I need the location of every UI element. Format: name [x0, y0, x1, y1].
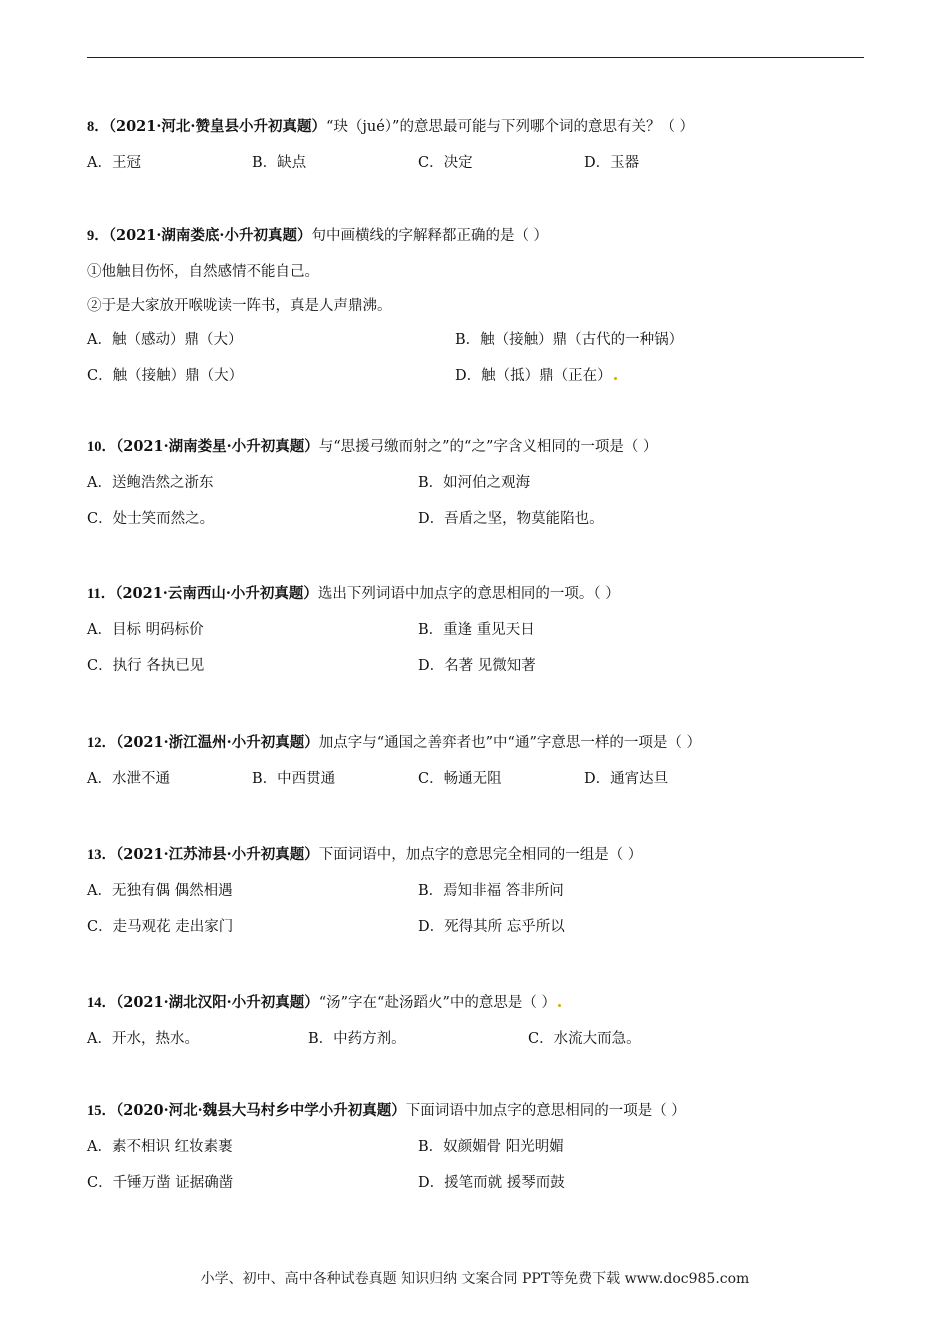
- option-d: D．援笔而就 援琴而鼓: [418, 1175, 565, 1191]
- question-13: [87, 845, 877, 939]
- question-text: 下面词语中，加点字的意思完全相同的一组是（ ）: [318, 847, 643, 863]
- question-11: [87, 584, 877, 678]
- options-row: [87, 473, 877, 495]
- question-stem: [87, 226, 877, 248]
- option-c: C．走马观花 走出家门: [87, 919, 234, 935]
- question-number: 9．: [87, 228, 109, 244]
- option-d: D．玉器: [584, 155, 640, 171]
- option-b: B．重逢 重见天日: [418, 622, 535, 638]
- option-c: C．触（接触）鼎（大）: [87, 368, 244, 384]
- question-source: （2021·湖南娄底·小升初真题）: [108, 227, 312, 244]
- options-row: [87, 656, 877, 678]
- question-9: [87, 226, 877, 388]
- mark-dot: [614, 377, 617, 380]
- question-number: 10．: [87, 439, 116, 455]
- option-b: B．中西贯通: [252, 771, 336, 787]
- option-a: A．送鲍浩然之浙东: [87, 475, 214, 491]
- question-number: 13．: [87, 847, 116, 863]
- option-b: B．中药方剂。: [308, 1031, 406, 1047]
- question-text: 加点字与“通国之善弈者也”中“通”字意思一样的一项是（ ）: [318, 735, 701, 751]
- question-number: 11．: [87, 586, 116, 602]
- question-source: （2021·湖南娄星·小升初真题）: [116, 438, 319, 455]
- option-c: C．水流大而急。: [528, 1031, 641, 1047]
- question-15: [87, 1101, 877, 1195]
- sentence-1: ①他触目伤怀，自然感情不能自己。: [87, 264, 319, 280]
- sentence-2: ②于是大家放开喉咙读一阵书，真是人声鼎沸。: [87, 298, 392, 314]
- question-8: [87, 117, 877, 175]
- question-text: 选出下列词语中加点字的意思相同的一项。（ ）: [317, 586, 620, 602]
- question-source: （2021·云南西山·小升初真题）: [115, 585, 318, 602]
- question-source: （2021·江苏沛县·小升初真题）: [116, 846, 319, 863]
- question-10: [87, 437, 877, 531]
- question-number: 12．: [87, 735, 116, 751]
- question-source: （2021·河北·赞皇县小升初真题）: [108, 118, 326, 135]
- option-a: A．素不相识 红妆素裹: [87, 1139, 233, 1155]
- question-source: （2020·河北·魏县大马村乡中学小升初真题）: [116, 1102, 406, 1119]
- option-c: C．执行 各执已见: [87, 658, 205, 674]
- option-c: C．千锤万凿 证据确凿: [87, 1175, 234, 1191]
- options-row: [87, 509, 877, 531]
- option-d: D．名著 见微知著: [418, 658, 536, 674]
- question-text: “玦（jué）”的意思最可能与下列哪个词的意思有关？（ ）: [325, 119, 695, 135]
- options-row: [87, 153, 877, 175]
- options-row: [87, 330, 877, 352]
- header-rule: [87, 57, 864, 58]
- question-stem: [87, 845, 877, 867]
- option-a: A．开水，热水。: [87, 1031, 199, 1047]
- option-d: D．吾盾之坚，物莫能陷也。: [418, 511, 604, 527]
- page-footer: 小学、初中、高中各种试卷真题 知识归纳 文案合同 PPT等免费下载 www.doc985.com: [200, 1271, 750, 1287]
- option-a: A．水泄不通: [87, 771, 170, 787]
- question-text: 与“思援弓缴而射之”的“之”字含义相同的一项是（ ）: [318, 439, 658, 455]
- question-stem: [87, 584, 877, 606]
- option-a: A．无独有偶 偶然相遇: [87, 883, 233, 899]
- question-number: 14．: [87, 995, 116, 1011]
- options-row: [87, 1029, 877, 1051]
- option-c: C．决定: [418, 155, 473, 171]
- question-number: 8．: [87, 119, 109, 135]
- question-number: 15．: [87, 1103, 116, 1119]
- options-row: [87, 620, 877, 642]
- option-a: A．王冠: [87, 155, 141, 171]
- options-row: [87, 1137, 877, 1159]
- question-text: 下面词语中加点字的意思相同的一项是（ ）: [405, 1103, 686, 1119]
- question-12: [87, 733, 877, 791]
- options-row: [87, 366, 877, 388]
- question-stem: [87, 117, 877, 139]
- option-b: B．如河伯之观海: [418, 475, 531, 491]
- question-stem: [87, 437, 877, 459]
- option-b: B．缺点: [252, 155, 307, 171]
- option-d: D．死得其所 忘乎所以: [418, 919, 565, 935]
- option-a: A．目标 明码标价: [87, 622, 204, 638]
- option-c: C．畅通无阻: [418, 771, 502, 787]
- question-text: “汤”字在“赴汤蹈火”中的意思是（ ）: [318, 995, 556, 1011]
- question-source: （2021·浙江温州·小升初真题）: [116, 734, 319, 751]
- question-14: [87, 993, 877, 1051]
- option-b: B．触（接触）鼎（古代的一种锅）: [455, 332, 684, 348]
- options-row: [87, 917, 877, 939]
- option-b: B．奴颜媚骨 阳光明媚: [418, 1139, 564, 1155]
- question-stem: [87, 1101, 877, 1123]
- question-stem: [87, 733, 877, 755]
- options-row: [87, 769, 877, 791]
- question-text: 句中画横线的字解释都正确的是（ ）: [311, 228, 549, 244]
- question-source: （2021·湖北汉阳·小升初真题）: [116, 994, 319, 1011]
- option-d: D．触（抵）鼎（正在）: [455, 366, 617, 386]
- mark-dot: [558, 1004, 561, 1007]
- options-row: [87, 1173, 877, 1195]
- option-d: D．通宵达旦: [584, 771, 669, 787]
- question-stem: [87, 993, 877, 1015]
- option-c: C．处士笑而然之。: [87, 511, 215, 527]
- option-a: A．触（感动）鼎（大）: [87, 332, 243, 348]
- options-row: [87, 881, 877, 903]
- option-b: B．焉知非福 答非所问: [418, 883, 564, 899]
